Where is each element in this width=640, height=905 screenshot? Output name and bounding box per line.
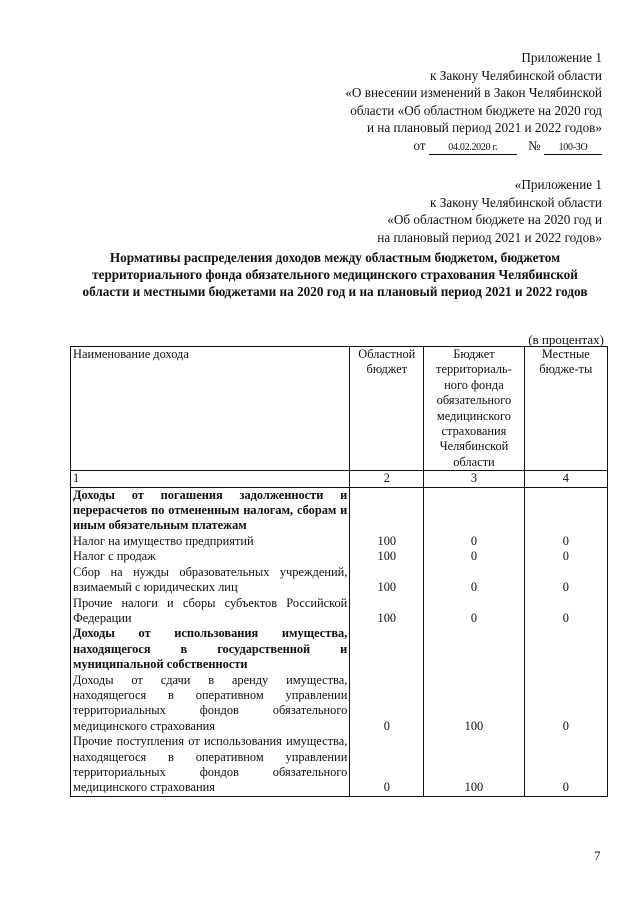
column-number: 1 bbox=[71, 471, 350, 487]
table-row bbox=[71, 734, 608, 796]
income-name-cell: Доходы от использования имущества, находящегося в государственной и муниципальной собственности bbox=[71, 626, 350, 672]
appendix-header-line: и на плановый период 2021 и 2022 годов» bbox=[366, 120, 602, 136]
table-row bbox=[71, 626, 608, 672]
local-budgets-cell bbox=[524, 487, 607, 534]
appendix-subheader-line: «Приложение 1 bbox=[514, 177, 602, 192]
income-name-cell: Прочие поступления от использования имущества, находящегося в оперативном управлении территориальных фондов обязательного медицинского страхования bbox=[71, 734, 350, 796]
regional-budget-cell: 100 bbox=[350, 565, 424, 596]
regional-budget-cell bbox=[350, 487, 424, 534]
law-number: 100-ЗО bbox=[544, 142, 602, 155]
regional-budget-cell: 100 bbox=[350, 549, 424, 564]
fund-budget-cell bbox=[424, 487, 524, 534]
column-header-local-budgets: Местные бюдже-ты bbox=[524, 347, 607, 471]
income-name-cell: Налог на имущество предприятий bbox=[71, 534, 350, 549]
local-budgets-cell: 0 bbox=[524, 596, 607, 627]
regional-budget-cell: 0 bbox=[350, 734, 424, 796]
appendix-header-line: области «Об областном бюджете на 2020 год bbox=[350, 102, 602, 118]
appendix-subheader-line: к Закону Челябинской области bbox=[430, 194, 602, 210]
income-name-cell: Прочие налоги и сборы субъектов Российской Федерации bbox=[71, 596, 350, 627]
local-budgets-cell: 0 bbox=[524, 734, 607, 796]
number-prefix: № bbox=[528, 137, 541, 153]
table-header-row bbox=[71, 347, 608, 471]
local-budgets-cell: 0 bbox=[524, 549, 607, 564]
table-row bbox=[71, 596, 608, 627]
appendix-header-line: Приложение 1 bbox=[521, 50, 602, 65]
income-name-cell: Налог с продаж bbox=[71, 549, 350, 564]
table-row bbox=[71, 673, 608, 735]
local-budgets-cell bbox=[524, 626, 607, 672]
revenue-distribution-table bbox=[70, 346, 608, 797]
appendix-subheader-line: на плановый период 2021 и 2022 годов» bbox=[377, 229, 602, 245]
appendix-subheader-line: «Об областном бюджете на 2020 год и bbox=[387, 212, 602, 228]
page-number: 7 bbox=[594, 848, 601, 863]
fund-budget-cell: 0 bbox=[424, 534, 524, 549]
fund-budget-cell: 100 bbox=[424, 734, 524, 796]
column-number: 4 bbox=[524, 471, 607, 487]
table-row bbox=[71, 549, 608, 564]
column-number: 3 bbox=[424, 471, 524, 487]
local-budgets-cell: 0 bbox=[524, 673, 607, 735]
column-number-row bbox=[71, 471, 608, 487]
table-body bbox=[71, 487, 608, 796]
regional-budget-cell: 0 bbox=[350, 673, 424, 735]
local-budgets-cell: 0 bbox=[524, 565, 607, 596]
regional-budget-cell bbox=[350, 626, 424, 672]
regional-budget-cell: 100 bbox=[350, 596, 424, 627]
fund-budget-cell: 0 bbox=[424, 565, 524, 596]
regional-budget-cell: 100 bbox=[350, 534, 424, 549]
column-header-income-name: Наименование дохода bbox=[71, 347, 350, 471]
fund-budget-cell: 100 bbox=[424, 673, 524, 735]
fund-budget-cell: 0 bbox=[424, 549, 524, 564]
column-number: 2 bbox=[350, 471, 424, 487]
law-date-number-line bbox=[345, 137, 602, 155]
income-name-cell: Сбор на нужды образовательных учреждений, взимаемый с юридических лиц bbox=[71, 565, 350, 596]
table-row bbox=[71, 487, 608, 534]
fund-budget-cell bbox=[424, 626, 524, 672]
table-row bbox=[71, 565, 608, 596]
appendix-header bbox=[345, 49, 602, 155]
date-prefix: от bbox=[413, 137, 426, 153]
unit-note: (в процентах) bbox=[528, 332, 604, 347]
appendix-subheader bbox=[377, 176, 602, 246]
income-name-cell: Доходы от сдачи в аренду имущества, находящегося в оперативном управлении территориальных фондов обязательного медицинского страхования bbox=[71, 673, 350, 735]
fund-budget-cell: 0 bbox=[424, 596, 524, 627]
law-date: 04.02.2020 г. bbox=[429, 142, 517, 155]
local-budgets-cell: 0 bbox=[524, 534, 607, 549]
appendix-header-line: «О внесении изменений в Закон Челябинской bbox=[345, 85, 602, 101]
column-header-fund-budget: Бюджет территориаль-ного фонда обязательного медицинского страхования Челябинской области bbox=[424, 347, 524, 471]
table-row bbox=[71, 534, 608, 549]
income-name-cell: Доходы от погашения задолженности и перерасчетов по отмененным налогам, сборам и иным обязательным платежам bbox=[71, 487, 350, 534]
document-title: Нормативы распределения доходов между областным бюджетом, бюджетом территориального фонда обязательного медицинского страхования Челябинской области и местными бюджетами на 2020 год и на плановый период 2021 и 2022 годов bbox=[82, 250, 588, 299]
appendix-header-line: к Закону Челябинской области bbox=[430, 67, 602, 83]
column-header-regional-budget: Областной бюджет bbox=[350, 347, 424, 471]
